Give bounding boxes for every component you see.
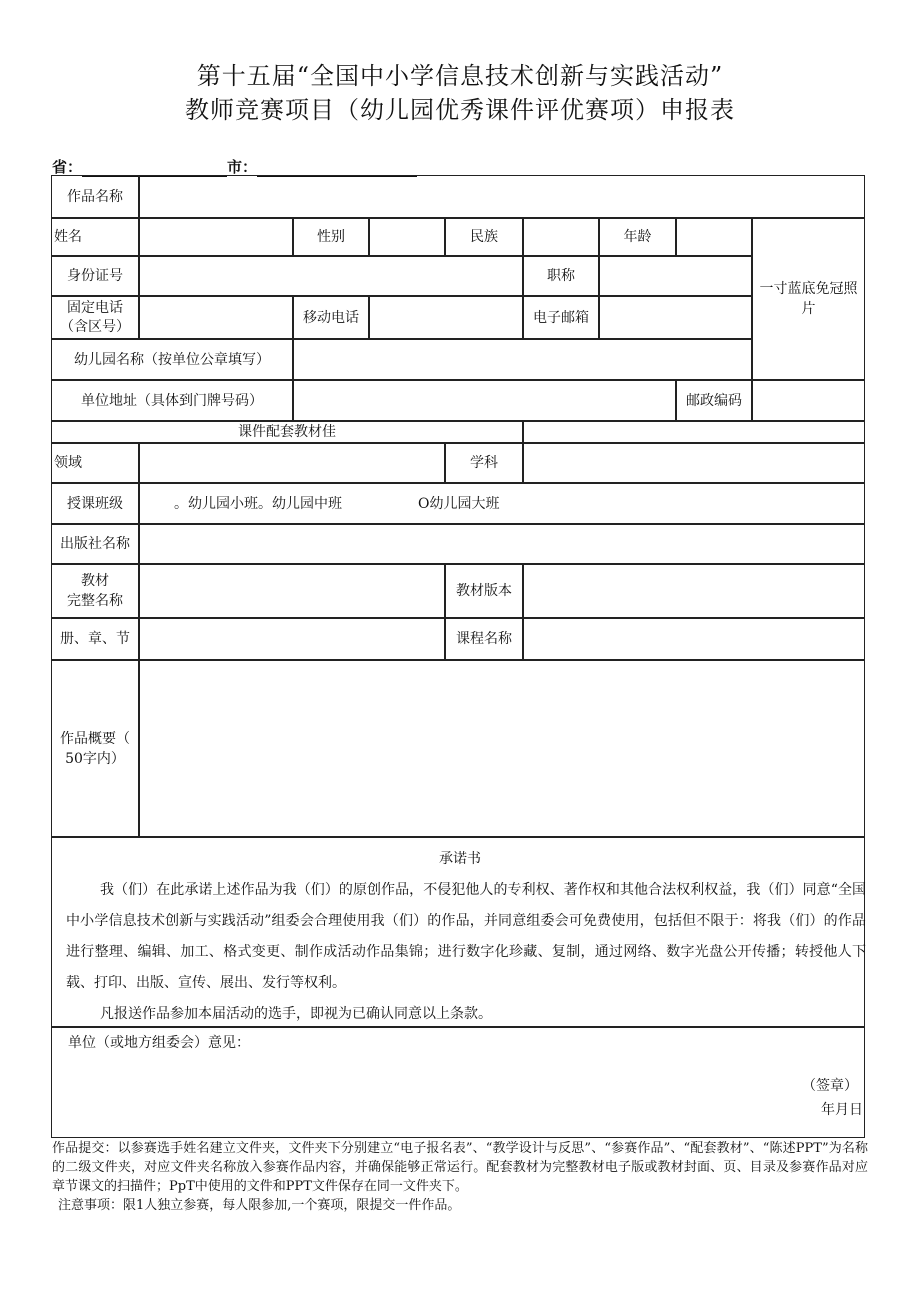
- class-option-small-middle[interactable]: 。幼儿园小班。幼儿园中班: [174, 495, 342, 512]
- label-domain: 领域: [51, 443, 139, 483]
- attention-note: 注意事项：限1人独立参赛，每人限参加,一个赛项，限提交一件作品。: [58, 1198, 461, 1213]
- label-class-level: 授课班级: [51, 483, 139, 524]
- field-kindergarten[interactable]: [293, 339, 752, 380]
- label-gender: 性别: [293, 218, 369, 256]
- class-option-big[interactable]: O幼儿园大班: [418, 495, 500, 512]
- pledge-paragraph-1: 我（们）在此承诺上述作品为我（们）的原创作品，不侵犯他人的专利权、著作权和其他合法权利权益，我（们）同意“全国中小学信息技术创新与实践活动”组委会合理使用我（们）的作品，并同意组委会可免费使用，包括但不限于：将我（们）的作品进行整理、编辑、加工、格式变更、制作成活动作品集锦；进行数字化珍藏、复制，通过网络、数字光盘公开传播；转授他人下载、打印、出版、宣传、展出、发行等权利。: [66, 882, 866, 991]
- opinion-seal: （签章）: [802, 1078, 858, 1094]
- province-label: 省：: [52, 158, 83, 176]
- field-landline[interactable]: [139, 296, 293, 339]
- opinion-date: 年月日: [821, 1102, 863, 1118]
- label-landline-line1: 固定电话: [67, 299, 123, 316]
- pledge-paragraph-2: 凡报送作品参加本届活动的选手，即视为已确认同意以上条款。: [100, 1006, 492, 1022]
- field-textbook-name[interactable]: [139, 564, 445, 618]
- field-chapter[interactable]: [139, 618, 445, 660]
- photo-box[interactable]: 一寸蓝底免冠照片: [752, 218, 865, 380]
- submission-note: 作品提交：以参赛选手姓名建立文件夹，文件夹下分别建立“电子报名表”、“教学设计与反思”、“参赛作品”、“配套教材”、“陈述PPT”为名称的二级文件夹，对应文件夹名称放入参赛作品内容，并确保能够正常运行。配套教材为完整教材电子版或教材封面、页、目录及参赛作品对应章节课文的扫描件；PpT中使用的文件和PPT文件保存在同一文件夹下。: [52, 1141, 868, 1194]
- label-ethnicity: 民族: [445, 218, 523, 256]
- form-title-line2: 教师竞赛项目（幼儿园优秀课件评优赛项）申报表: [185, 96, 735, 124]
- label-name: 姓名: [51, 218, 139, 256]
- label-landline-line2: （含区号）: [60, 318, 130, 335]
- label-kindergarten: 幼儿园名称（按单位公章填写）: [51, 339, 293, 380]
- label-address: 单位地址（具体到门牌号码）: [51, 380, 293, 421]
- form-title-line1: 第十五届“全国中小学信息技术创新与实践活动”: [196, 62, 724, 90]
- label-textbook-version: 教材版本: [445, 564, 523, 618]
- label-chapter: 册、章、节: [51, 618, 139, 660]
- field-ethnicity[interactable]: [523, 218, 599, 256]
- label-landline: [51, 296, 139, 339]
- field-name[interactable]: [139, 218, 293, 256]
- label-email: 电子邮箱: [523, 296, 599, 339]
- label-id-number: 身份证号: [51, 256, 139, 296]
- field-textbook-version[interactable]: [523, 564, 865, 618]
- label-mobile: 移动电话: [293, 296, 369, 339]
- field-publisher[interactable]: [139, 524, 865, 564]
- label-postcode: 邮政编码: [676, 380, 752, 421]
- field-email[interactable]: [599, 296, 752, 339]
- label-summary-line2: 50字内）: [65, 750, 125, 767]
- label-subject: 学科: [445, 443, 523, 483]
- field-class-level[interactable]: [139, 483, 865, 524]
- label-textbook-name: [51, 564, 139, 618]
- opinion-label: 单位（或地方组委会）意见：: [68, 1035, 250, 1051]
- field-postcode[interactable]: [752, 380, 865, 421]
- field-id-number[interactable]: [139, 256, 523, 296]
- field-summary[interactable]: [139, 660, 865, 837]
- field-mobile[interactable]: [369, 296, 523, 339]
- field-age[interactable]: [676, 218, 752, 256]
- label-publisher: 出版社名称: [51, 524, 139, 564]
- city-label: 市：: [227, 158, 258, 176]
- field-work-name[interactable]: [139, 175, 865, 218]
- field-gender[interactable]: [369, 218, 445, 256]
- label-course-name: 课程名称: [445, 618, 523, 660]
- section-textbook-blank: [523, 421, 865, 443]
- label-work-name: 作品名称: [51, 175, 139, 218]
- label-summary: [51, 660, 139, 837]
- pledge-heading: 承诺书: [439, 851, 481, 867]
- label-summary-line1: 作品概要（: [60, 730, 130, 747]
- field-title-rank[interactable]: [599, 256, 752, 296]
- label-textbook-name-line2: 完整名称: [67, 593, 123, 609]
- label-title-rank: 职称: [523, 256, 599, 296]
- section-textbook-heading: 课件配套教材佳: [51, 421, 523, 443]
- field-domain[interactable]: [139, 443, 445, 483]
- field-course-name[interactable]: [523, 618, 865, 660]
- label-textbook-name-line1: 教材: [81, 573, 109, 589]
- field-subject[interactable]: [523, 443, 865, 483]
- field-address[interactable]: [293, 380, 676, 421]
- label-age: 年龄: [599, 218, 676, 256]
